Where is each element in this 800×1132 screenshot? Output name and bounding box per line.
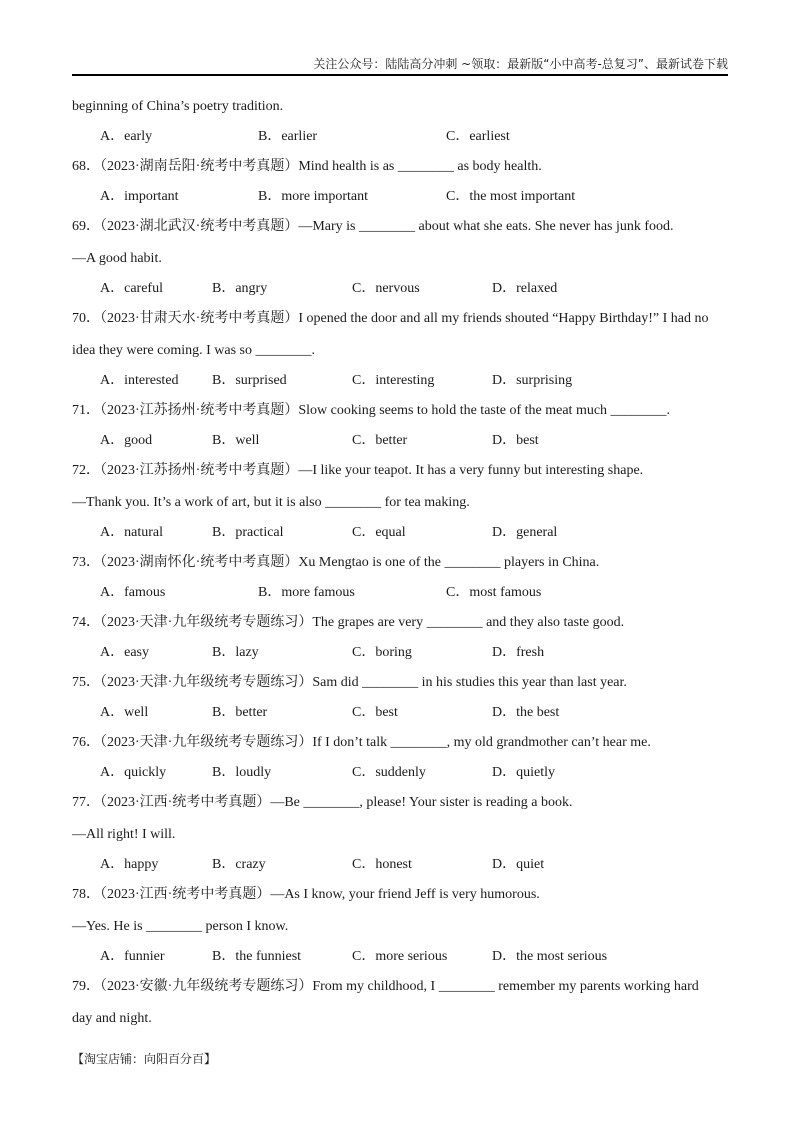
answer-option: B．lazy (212, 645, 259, 660)
answer-option: C．better (352, 433, 408, 448)
answer-option: C．interesting (352, 373, 435, 388)
answer-option: D．the most serious (492, 949, 608, 964)
answer-option: A．well (100, 705, 149, 720)
answer-option: C．nervous (352, 281, 420, 296)
answer-option: D．quietly (492, 765, 555, 780)
answer-option: D．fresh (492, 645, 545, 660)
answer-option: B．earlier (258, 129, 318, 144)
question-stem: 79．（2023·安徽·九年级统考专题练习）From my childhood, I ________ remember my parents working hard (72, 979, 699, 994)
question-stem: 73．（2023·湖南怀化·统考中考真题）Xu Mengtao is one of the ________ players in China. (72, 555, 600, 570)
question-stem: idea they were coming. I was so ________. (72, 343, 315, 358)
answer-option: C．equal (352, 525, 406, 540)
answer-option: C．the most important (446, 189, 576, 204)
answer-option: C．boring (352, 645, 412, 660)
answer-option: A．natural (100, 525, 163, 540)
answer-option: C．most famous (446, 585, 542, 600)
question-stem: —A good habit. (72, 251, 162, 266)
answer-option: C．suddenly (352, 765, 426, 780)
question-stem: 69．（2023·湖北武汉·统考中考真题）—Mary is ________ about what she eats. She never has junk food. (72, 219, 674, 234)
answer-option: D．relaxed (492, 281, 558, 296)
answer-option: B．surprised (212, 373, 287, 388)
answer-option: A．quickly (100, 765, 167, 780)
question-stem-continuation: beginning of China’s poetry tradition. (72, 99, 284, 114)
answer-option: A．easy (100, 645, 149, 660)
answer-option: B．more important (258, 189, 369, 204)
question-stem: 72．（2023·江苏扬州·统考中考真题）—I like your teapot. It has a very funny but interesting shape. (72, 463, 644, 478)
answer-option: B．loudly (212, 765, 272, 780)
answer-option: A．early (100, 129, 153, 144)
question-stem: 71．（2023·江苏扬州·统考中考真题）Slow cooking seems to hold the taste of the meat much ________. (72, 403, 671, 418)
answer-option: B．practical (212, 525, 284, 540)
question-stem: day and night. (72, 1011, 152, 1026)
question-stem: 68．（2023·湖南岳阳·统考中考真题）Mind health is as ________ as body health. (72, 159, 542, 174)
answer-option: A．funnier (100, 949, 165, 964)
page-header: 关注公众号：陆陆高分冲刺 ~领取：最新版“小中高考-总复习”、最新试卷下载 (72, 56, 728, 76)
answer-option: A．famous (100, 585, 166, 600)
answer-option: A．important (100, 189, 179, 204)
answer-option: A．careful (100, 281, 163, 296)
answer-option: D．quiet (492, 857, 545, 872)
question-stem: 77．（2023·江西·统考中考真题）—Be ________, please! Your sister is reading a book. (72, 795, 573, 810)
answer-option: D．best (492, 433, 539, 448)
answer-option: D．surprising (492, 373, 573, 388)
answer-option: B．the funniest (212, 949, 302, 964)
question-stem: —Thank you. It’s a work of art, but it is also ________ for tea making. (72, 495, 470, 510)
answer-option: C．more serious (352, 949, 448, 964)
answer-option: B．angry (212, 281, 268, 296)
answer-option: D．the best (492, 705, 560, 720)
question-stem: 74．（2023·天津·九年级统考专题练习）The grapes are very ________ and they also taste good. (72, 615, 625, 630)
answer-option: C．best (352, 705, 398, 720)
answer-option: C．earliest (446, 129, 510, 144)
question-stem: 78．（2023·江西·统考中考真题）—As I know, your friend Jeff is very humorous. (72, 887, 540, 902)
question-stem: —All right! I will. (72, 827, 176, 842)
question-stem: 70．（2023·甘肃天水·统考中考真题）I opened the door and all my friends shouted “Happy Birthday!” I had no (72, 311, 709, 326)
page-footer: 【淘宝店铺：向阳百分百】 (72, 1052, 217, 1066)
answer-option: B．well (212, 433, 260, 448)
answer-option: B．more famous (258, 585, 355, 600)
answer-option: C．honest (352, 857, 412, 872)
answer-option: A．good (100, 433, 153, 448)
question-stem: 76．（2023·天津·九年级统考专题练习）If I don’t talk ________, my old grandmother can’t hear me. (72, 735, 651, 750)
answer-option: B．crazy (212, 857, 266, 872)
answer-option: A．happy (100, 857, 159, 872)
answer-option: B．better (212, 705, 268, 720)
question-stem: 75．（2023·天津·九年级统考专题练习）Sam did ________ in his studies this year than last year. (72, 675, 627, 690)
answer-option: D．general (492, 525, 558, 540)
question-stem: —Yes. He is ________ person I know. (72, 919, 289, 934)
answer-option: A．interested (100, 373, 179, 388)
